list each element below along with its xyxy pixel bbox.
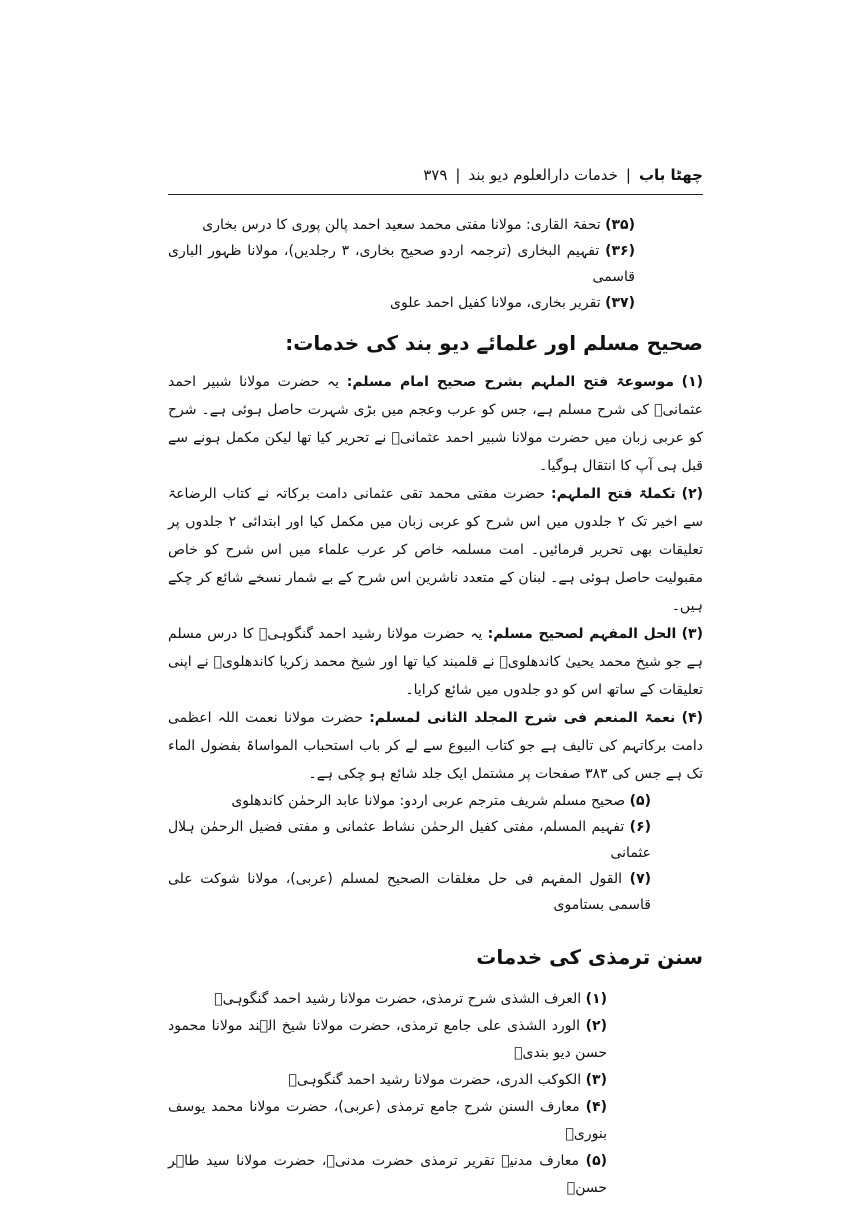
tirmidhi-list: [168, 986, 703, 1202]
list-item: (۴) معارف السنن شرح جامع ترمذی (عربی)، حضرت مولانا محمد یوسف بنوریؒ: [168, 1099, 608, 1142]
page-body: [168, 212, 703, 1202]
list-item: (۱) العرف الشذی شرح ترمذی، حضرت مولانا رشید احمد گنگوہیؒ: [214, 991, 607, 1007]
list-item: (۳) الکوکب الدری، حضرت مولانا رشید احمد گنگوہیؒ: [288, 1072, 607, 1088]
list-item: (۳۶) تفہیم البخاری (ترجمہ اردو صحیح بخاری، ۳ رجلدیں)، مولانا ظہور الباری قاسمی: [168, 243, 635, 285]
page-number: ۳۷۹: [423, 166, 448, 184]
list-item: (۳۵) تحفۃ القاری: مولانا مفتی محمد سعید احمد پالن پوری کا درس بخاری: [202, 217, 635, 233]
header-section: خدمات دارالعلوم دیو بند: [468, 166, 618, 184]
bukhari-list: [168, 212, 703, 316]
section-heading-muslim: صحیح مسلم اور علمائے دیو بند کی خدمات:: [285, 331, 703, 355]
header-separator: |: [625, 166, 631, 184]
list-item: (۲) الورد الشذی علی جامع ترمذی، حضرت مولانا شیخ الہند مولانا محمود حسن دیو بندیؒ: [168, 1018, 607, 1061]
paragraph: (۴) نعمۃ المنعم فی شرح المجلد الثانی لمسلم: حضرت مولانا نعمت اللہ اعظمی دامت برکاتہم کی تالیف ہے جو کتاب البیوع سے لے کر باب استحباب المواساۃ بفضول الماء تک ہے جس کی ۳۸۳ صفحات پر مشتمل ایک جلد شائع ہو چکی ہے۔: [168, 710, 704, 782]
paragraph: (۳) الحل المفہم لصحیح مسلم: یہ حضرت مولانا رشید احمد گنگوہیؒ کا درس مسلم ہے جو شیخ محمد یحییٰ کاندھلویؒ نے قلمبند کیا تھا اور شیخ محمد زکریا کاندھلویؒ نے اپنی تعلیقات کے ساتھ اس کو دو جلدوں میں شائع کرایا۔: [168, 626, 703, 698]
list-item: (۵) صحیح مسلم شریف مترجم عربی اردو: مولانا عابد الرحمٰن کاندھلوی: [231, 793, 651, 809]
header-chapter: چھٹا باب: [638, 166, 703, 184]
list-item: (۵) معارف مدنیہ تقریر ترمذی حضرت مدنیؒ، حضرت مولانا سید طاہر حسنؒ: [168, 1153, 608, 1196]
muslim-list: [168, 788, 703, 918]
paragraph: (۱) موسوعۃ فتح الملہم بشرح صحیح امام مسلم: یہ حضرت مولانا شبیر احمد عثمانیؒ کی شرح مسلم ہے، جس کو عرب وعجم میں بڑی شہرت حاصل ہوئی ہے۔ شرح کو عربی زبان میں حضرت مولانا شبیر احمد عثمانیؒ نے تحریر کیا تھا لیکن مکمل ہونے سے قبل ہی آپ کا انتقال ہوگیا۔: [168, 374, 704, 474]
header-separator: |: [455, 166, 461, 184]
list-item: (۳۷) تقریر بخاری، مولانا کفیل احمد علوی: [390, 295, 635, 311]
list-item: (۶) تفہیم المسلم، مفتی کفیل الرحمٰن نشاط عثمانی و مفتی فضیل الرحمٰن ہلال عثمانی: [168, 819, 652, 861]
section-heading-tirmidhi: سنن ترمذی کی خدمات: [476, 945, 703, 969]
header-divider: [168, 194, 703, 195]
paragraph: (۲) تکملۃ فتح الملہم: حضرت مفتی محمد تقی عثمانی دامت برکاتہ نے کتاب الرضاعۃ سے اخیر تک ۲ جلدوں میں اس شرح کو عربی زبان میں مکمل کیا اور ابتدائی ۲ جلدوں پر تعلیقات بھی تحریر فرمائیں۔ امت مسلمہ خاص کر عرب علماء میں اس شرح کو خاص مقبولیت حاصل ہوئی ہے۔ لبنان کے متعدد ناشرین اس شرح کے بے شمار نسخے شائع کر چکے ہیں۔: [168, 486, 704, 614]
running-header: [168, 160, 703, 190]
list-item: (۷) القول المفہم فی حل مغلقات الصحیح لمسلم (عربی)، مولانا شوکت علی قاسمی بستاموی: [168, 871, 652, 913]
